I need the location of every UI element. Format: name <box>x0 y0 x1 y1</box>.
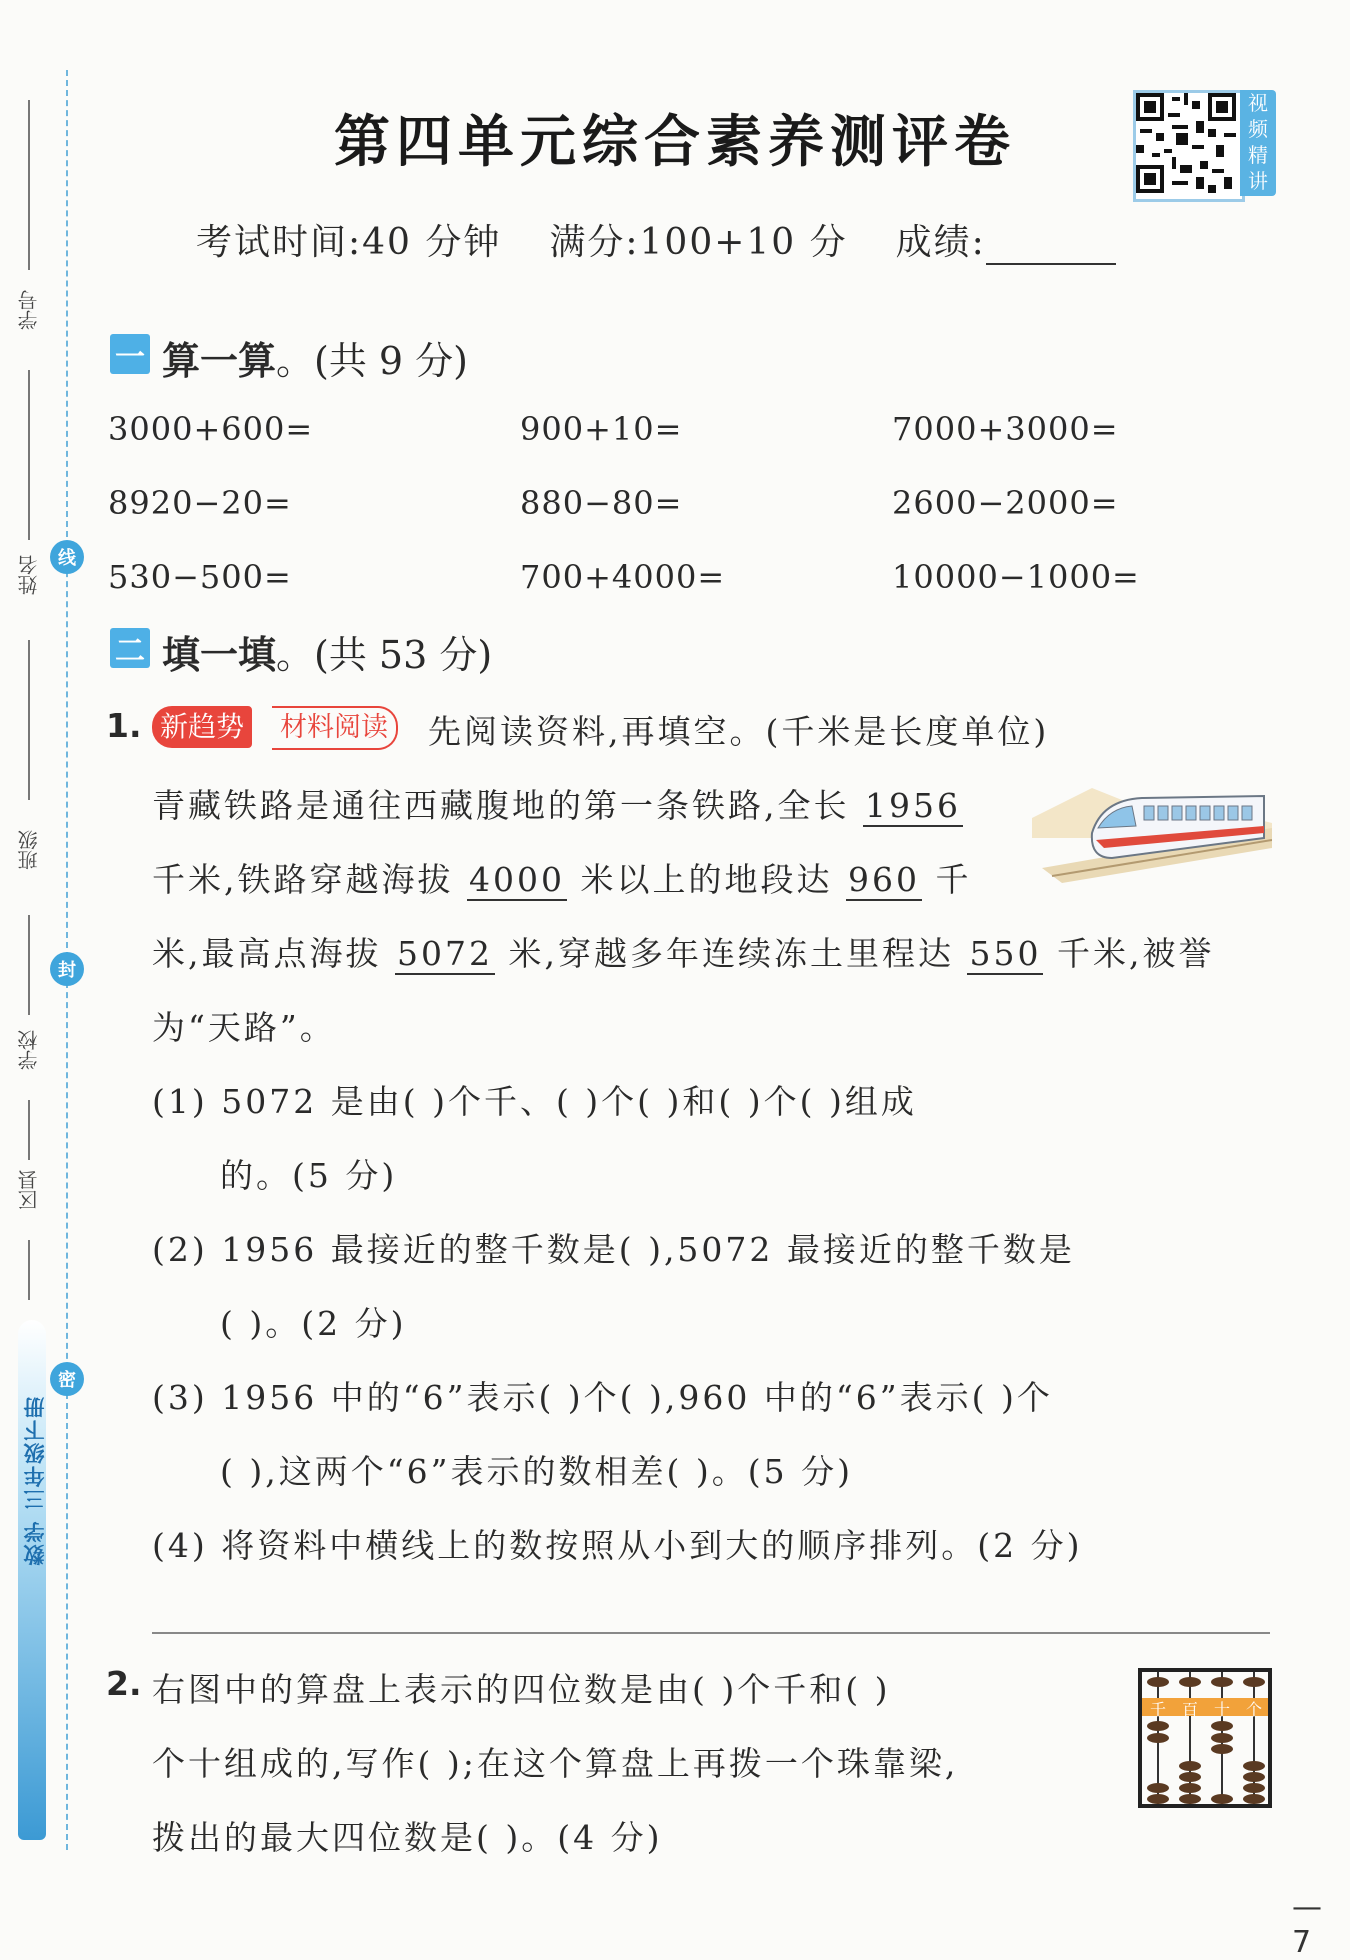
full-score: 满分:100+10 分 <box>549 222 848 263</box>
margin-circle-line: 线 <box>50 540 84 574</box>
sub-question-4: (4) 将资料中横线上的数按照从小到大的顺序排列。(2 分) <box>152 1526 1083 1565</box>
margin-line <box>28 1240 30 1300</box>
abacus-illustration <box>1138 1668 1272 1808</box>
margin-label-class: 班级 <box>17 830 41 870</box>
sub-question-3: (3) 1956 中的“6”表示( )个( ),960 中的“6”表示( )个 <box>152 1378 1053 1417</box>
section-badge: 一 <box>110 334 150 374</box>
calc-item: 10000−1000= <box>892 558 1140 596</box>
sub-question-2-cont: ( )。(2 分) <box>220 1304 407 1343</box>
tag-reading: 材料阅读 <box>272 706 398 750</box>
abacus-label: 百 <box>1182 1700 1199 1719</box>
section-badge: 二 <box>110 628 150 668</box>
calc-item: 900+10= <box>520 410 683 448</box>
page-title: 第四单元综合素养测评卷 <box>334 109 1016 175</box>
question-instruction: 先阅读资料,再填空。(千米是长度单位) <box>428 712 1050 751</box>
section-title: 填一填。(共 53 分) <box>162 633 493 677</box>
margin-label-name: 姓名 <box>17 555 41 595</box>
question-2-line: 拨出的最大四位数是( )。(4 分) <box>152 1818 663 1857</box>
passage-line: 青藏铁路是通往西藏腹地的第一条铁路,全长 1956 <box>152 786 961 825</box>
calc-item: 530−500= <box>108 558 292 596</box>
score-blank[interactable] <box>986 233 1116 265</box>
sub-question-3-cont: ( ),这两个“6”表示的数相差( )。(5 分) <box>220 1452 853 1491</box>
sub-question-1: (1) 5072 是由( )个千、( )个( )和( )个( )组成 <box>152 1082 917 1121</box>
passage-line: 米,最高点海拔 5072 米,穿越多年连续冻土里程达 550 千米,被誉 <box>152 934 1215 973</box>
calc-item: 2600−2000= <box>892 484 1119 522</box>
qr-code-icon[interactable] <box>1133 90 1245 202</box>
question-number: 1. <box>106 706 142 745</box>
sub-question-1-cont: 的。(5 分) <box>220 1156 398 1195</box>
calc-item: 3000+600= <box>108 410 314 448</box>
abacus-label: 千 <box>1150 1700 1167 1719</box>
abacus-label: 个 <box>1246 1700 1263 1719</box>
margin-line <box>28 915 30 1015</box>
score-label: 成绩: <box>895 222 986 263</box>
answer-line[interactable] <box>152 1632 1270 1634</box>
page-number: — 7 <box>1292 1890 1322 1960</box>
calc-item: 7000+3000= <box>892 410 1119 448</box>
abacus-label: 十 <box>1214 1700 1231 1719</box>
exam-time: 考试时间:40 分钟 <box>196 222 502 263</box>
calc-item: 8920−20= <box>108 484 292 522</box>
margin-line <box>28 640 30 800</box>
margin-line <box>28 1100 30 1160</box>
margin-circle-secret: 密 <box>50 1362 84 1396</box>
train-illustration <box>1032 778 1272 883</box>
sub-question-2: (2) 1956 最接近的整千数是( ),5072 最接近的整千数是 <box>152 1230 1075 1269</box>
margin-label-district: 区县 <box>17 1170 41 1210</box>
passage-line: 千米,铁路穿越海拔 4000 米以上的地段达 960 千 <box>152 860 972 899</box>
series-label: 数学 三年级下册 <box>23 1395 47 1566</box>
tag-new-trend: 新趋势 <box>152 706 252 748</box>
section-title: 算一算。(共 9 分) <box>162 339 469 383</box>
margin-label-school: 学校 <box>17 1030 41 1070</box>
question-2-line: 个十组成的,写作( );在这个算盘上再拨一个珠靠梁, <box>152 1744 959 1783</box>
margin-circle-seal: 封 <box>50 952 84 986</box>
passage-line: 为“天路”。 <box>152 1008 336 1047</box>
margin-line <box>28 370 30 540</box>
margin-label-student-id: 学号 <box>17 290 41 330</box>
calc-item: 700+4000= <box>520 558 726 596</box>
question-2-line: 右图中的算盘上表示的四位数是由( )个千和( ) <box>152 1670 891 1709</box>
exam-info <box>196 214 1116 265</box>
question-number: 2. <box>106 1664 142 1703</box>
qr-label: 视频精讲 <box>1240 90 1276 196</box>
calc-item: 880−80= <box>520 484 683 522</box>
